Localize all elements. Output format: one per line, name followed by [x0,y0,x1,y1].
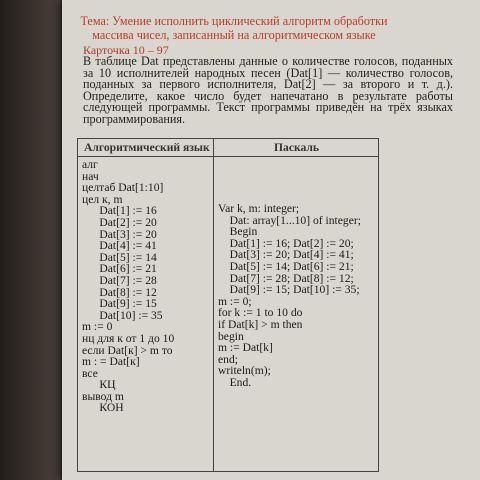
alg-code-line: если Dat[к] > m то [82,343,173,357]
alg-code-line: вывод m [82,389,124,403]
alg-code-line: Dat[8] := 12 [82,285,157,299]
column-divider [213,139,214,471]
pascal-code-line: if Dat[k] > m then [218,317,303,331]
alg-code-line: Dat[10] := 35 [82,308,163,322]
alg-code-line: Dat[6] := 21 [82,262,157,276]
pascal-code-line: m := Dat[k] [218,341,273,355]
pascal-code-line: Dat: array[1...10] of integer; [218,213,361,227]
card-number: Карточка 10 – 97 [83,43,169,57]
alg-code-line: алг [82,158,98,171]
code-table [77,138,379,472]
header-pascal: Паскаль [274,141,319,154]
algorithmic-code [82,159,174,414]
pascal-code-line: m := 0; [218,294,252,308]
pascal-code-line: Dat[3] := 20; Dat[4] := 41; [218,248,354,262]
alg-code-line: КОН [82,401,124,415]
background-shadow [0,0,60,480]
alg-code-line: Dat[3] := 20 [82,227,157,241]
pascal-code-line: end; [218,352,238,366]
alg-code-line: нц для к от 1 до 10 [82,331,175,345]
pascal-code-line: Dat[7] := 28; Dat[8] := 12; [218,271,354,285]
header-divider [78,156,378,157]
pascal-code-line: Var k, m: integer; [218,202,300,215]
alg-code-line: Dat[7] := 28 [82,273,157,287]
pascal-code-line: writeln(m); [218,364,271,378]
task-text: В таблице Dat представлены данные о количестве голосов, поданных за 10 исполнителей народных песен (Dat[1] — количество голосов, поданных за первого исполнителя, Dat[2] — за второго и т. д.). Определите, какое число будет напечатано в результате работы следующей программы. Текст программы приведён на трёх языках программирования. [83,54,453,126]
alg-code-line: Dat[4] := 41 [82,239,157,253]
alg-code-line: Dat[5] := 14 [82,250,157,264]
alg-code-line: цел к, m [82,192,123,206]
alg-code-line: Dat[2] := 20 [82,215,157,229]
alg-code-line: Dat[9] := 15 [82,297,157,311]
pascal-code-line: Dat[5] := 14; Dat[6] := 21; [218,259,354,273]
pascal-code [218,203,361,389]
alg-code-line: все [82,366,98,380]
alg-code-line: m : = Dat[к] [82,355,140,369]
pascal-code-line: begin [218,329,244,343]
header-algorithmic: Алгоритмический язык [84,141,210,154]
alg-code-line: целтаб Dat[1:10] [82,181,164,195]
pascal-code-line: for k := 1 to 10 do [218,306,303,320]
alg-code-line: нач [82,169,99,183]
alg-code-line: m := 0 [82,320,113,334]
pascal-code-line: Dat[1] := 16; Dat[2] := 20; [218,236,354,250]
pascal-code-line: Dat[9] := 15; Dat[10] := 35; [218,283,360,297]
alg-code-line: КЦ [82,378,116,392]
pascal-code-line: Begin [218,225,258,239]
alg-code-line: Dat[1] := 16 [82,204,157,218]
topic-title: Тема: Умение исполнить циклический алгоритм обработки массива чисел, записанный на алгоритмическом языке [80,14,388,42]
pascal-code-line: End. [218,375,252,389]
